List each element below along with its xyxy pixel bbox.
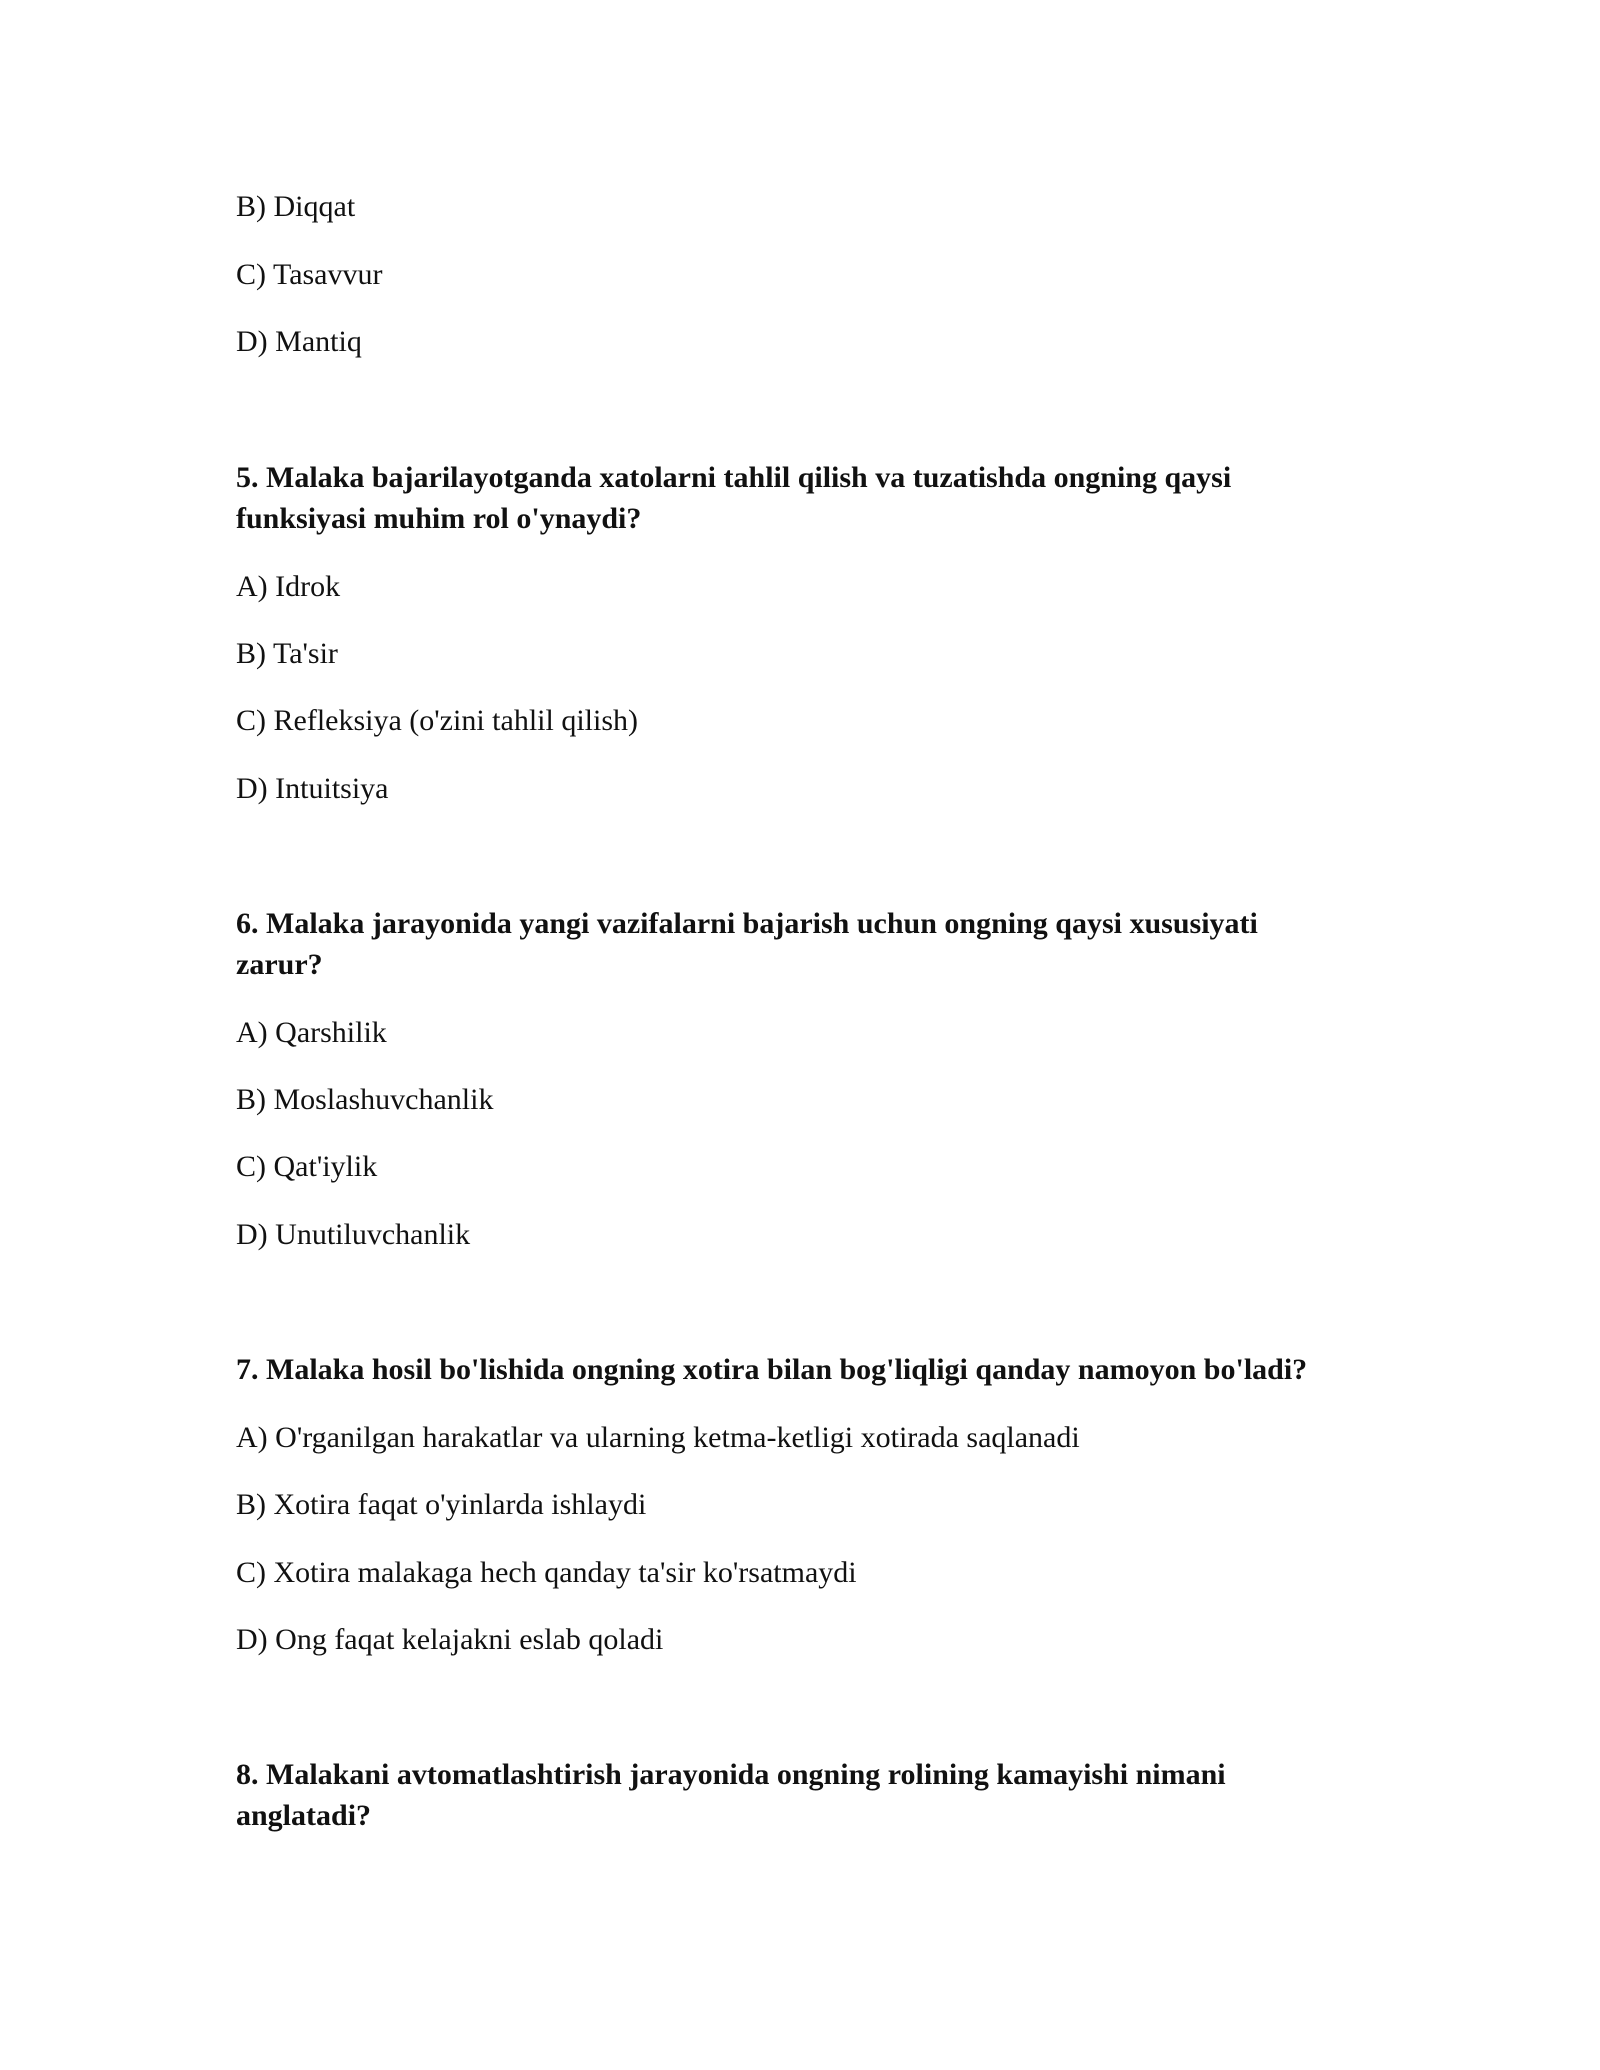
option-b: B) Ta'sir [236, 637, 338, 670]
question-5-line-2: funksiyasi muhim rol o'ynaydi? [236, 502, 642, 535]
option-c: C) Qat'iylik [236, 1150, 378, 1183]
option-b: B) Moslashuvchanlik [236, 1083, 494, 1116]
question-6-line-2: zarur? [236, 948, 323, 981]
question-8-line-1: 8. Malakani avtomatlashtirish jarayonida ongning rolining kamayishi nimani [236, 1758, 1226, 1791]
option-a: A) O'rganilgan harakatlar va ularning ketma-ketligi xotirada saqlanadi [236, 1421, 1080, 1454]
option-d: D) Ong faqat kelajakni eslab qoladi [236, 1623, 664, 1656]
option-c: C) Refleksiya (o'zini tahlil qilish) [236, 704, 638, 737]
option-c: C) Xotira malakaga hech qanday ta'sir ko'rsatmaydi [236, 1556, 857, 1589]
option-d: D) Intuitsiya [236, 772, 389, 805]
option-b: B) Diqqat [236, 190, 356, 223]
option-a: A) Idrok [236, 570, 341, 603]
option-d: D) Mantiq [236, 325, 362, 358]
option-b: B) Xotira faqat o'yinlarda ishlaydi [236, 1488, 647, 1521]
option-c: C) Tasavvur [236, 258, 383, 291]
option-a: A) Qarshilik [236, 1016, 387, 1049]
option-d: D) Unutiluvchanlik [236, 1218, 471, 1251]
question-8-line-2: anglatadi? [236, 1799, 372, 1832]
question-7-line-1: 7. Malaka hosil bo'lishida ongning xotira bilan bog'liqligi qanday namoyon bo'ladi? [236, 1353, 1308, 1386]
question-6-line-1: 6. Malaka jarayonida yangi vazifalarni bajarish uchun ongning qaysi xususiyati [236, 907, 1258, 940]
question-5-line-1: 5. Malaka bajarilayotganda xatolarni tahlil qilish va tuzatishda ongning qaysi [236, 461, 1232, 494]
